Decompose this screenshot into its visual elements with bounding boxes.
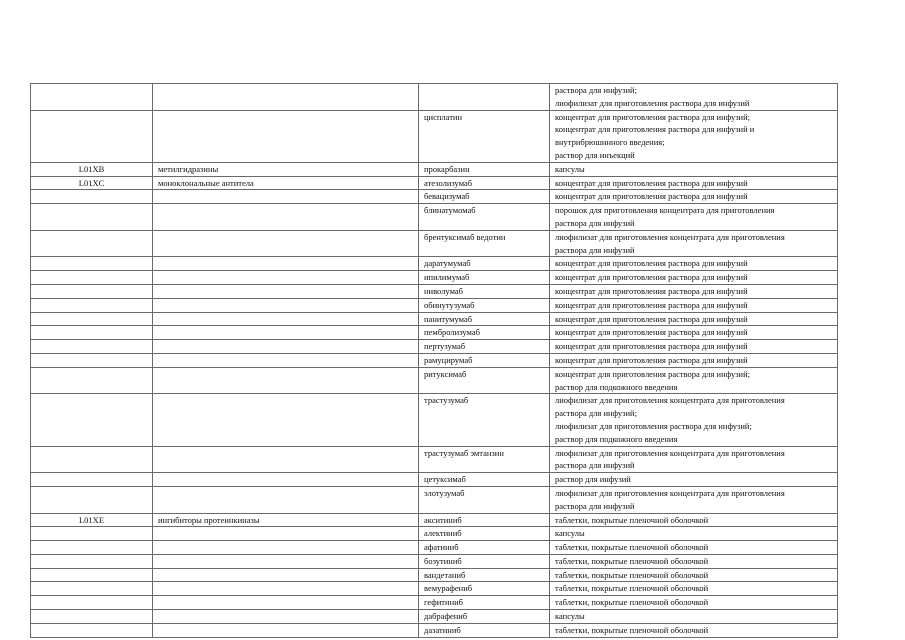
drug-name-cell: панитумумаб — [419, 312, 550, 326]
drug-name-cell: бевацизумаб — [419, 190, 550, 204]
group-name-cell — [153, 446, 419, 473]
table-row — [31, 486, 838, 513]
atc-code-cell — [31, 610, 153, 624]
dosage-forms-cell — [550, 623, 838, 637]
dosage-forms-cell — [550, 84, 838, 111]
drug-name-cell: пертузумаб — [419, 340, 550, 354]
drug-name-cell: акситиниб — [419, 513, 550, 527]
group-name-cell — [153, 84, 419, 111]
dosage-forms-cell — [550, 326, 838, 340]
dosage-forms-cell — [550, 284, 838, 298]
dosage-form-line: концентрат для приготовления раствора для инфузий — [555, 272, 748, 283]
atc-code-cell — [31, 271, 153, 285]
group-name-cell — [153, 554, 419, 568]
drug-name-cell: блинатумомаб — [419, 204, 550, 231]
drug-name-cell: вандетаниб — [419, 568, 550, 582]
dosage-form-line: внутрибрюшинного введения; — [555, 137, 665, 148]
dosage-forms-cell — [550, 204, 838, 231]
table-row — [31, 446, 838, 473]
group-name-cell — [153, 284, 419, 298]
table-row — [31, 623, 838, 637]
atc-code-cell — [31, 190, 153, 204]
drug-table — [30, 83, 838, 638]
drug-name-cell: дазатиниб — [419, 623, 550, 637]
table-body — [31, 84, 838, 638]
dosage-form-line: лиофилизат для приготовления раствора для инфузий — [555, 97, 750, 108]
atc-code-cell — [31, 486, 153, 513]
dosage-forms-cell — [550, 298, 838, 312]
group-name-cell — [153, 367, 419, 394]
dosage-forms-cell — [550, 568, 838, 582]
group-name-cell — [153, 326, 419, 340]
table-row — [31, 568, 838, 582]
atc-code-cell: L01XE — [31, 513, 153, 527]
group-name-cell — [153, 473, 419, 487]
atc-code-cell — [31, 367, 153, 394]
table-row — [31, 204, 838, 231]
group-name-cell — [153, 230, 419, 257]
dosage-form-line: концентрат для приготовления раствора для инфузий — [555, 313, 748, 324]
atc-code-cell — [31, 473, 153, 487]
dosage-forms-cell — [550, 513, 838, 527]
atc-code-cell — [31, 582, 153, 596]
atc-code-cell — [31, 204, 153, 231]
group-name-cell — [153, 340, 419, 354]
dosage-form-line: лиофилизат для приготовления концентрата для приготовления — [555, 231, 785, 242]
atc-code-cell — [31, 568, 153, 582]
table-row — [31, 554, 838, 568]
table-row — [31, 340, 838, 354]
dosage-forms-cell — [550, 554, 838, 568]
table-row — [31, 326, 838, 340]
drug-name-cell: ипилимумаб — [419, 271, 550, 285]
atc-code-cell — [31, 230, 153, 257]
dosage-forms-cell — [550, 367, 838, 394]
group-name-cell — [153, 298, 419, 312]
table-row — [31, 353, 838, 367]
dosage-form-line: концентрат для приготовления раствора для инфузий — [555, 191, 748, 202]
dosage-forms-cell — [550, 486, 838, 513]
dosage-forms-cell — [550, 353, 838, 367]
group-name-cell — [153, 568, 419, 582]
dosage-forms-cell — [550, 394, 838, 446]
table-row — [31, 298, 838, 312]
table-row — [31, 367, 838, 394]
atc-code-cell — [31, 554, 153, 568]
atc-code-cell — [31, 527, 153, 541]
dosage-forms-cell — [550, 582, 838, 596]
atc-code-cell — [31, 84, 153, 111]
atc-code-cell — [31, 326, 153, 340]
dosage-forms-cell — [550, 541, 838, 555]
dosage-form-line: раствора для инфузий — [555, 244, 635, 255]
atc-code-cell — [31, 394, 153, 446]
table-row — [31, 84, 838, 111]
group-name-cell — [153, 596, 419, 610]
atc-code-cell — [31, 353, 153, 367]
group-name-cell — [153, 582, 419, 596]
dosage-form-line: раствор для инфузий — [555, 474, 631, 485]
drug-name-cell: брентуксимаб ведотин — [419, 230, 550, 257]
dosage-forms-cell — [550, 527, 838, 541]
dosage-form-line: концентрат для приготовления раствора для инфузий; — [555, 368, 751, 379]
drug-name-cell: вемурафениб — [419, 582, 550, 596]
dosage-form-line: концентрат для приготовления раствора для инфузий — [555, 258, 748, 269]
atc-code-cell — [31, 298, 153, 312]
drug-name-cell: алектиниб — [419, 527, 550, 541]
table-row — [31, 610, 838, 624]
table-row — [31, 541, 838, 555]
dosage-form-line: таблетки, покрытые пленочной оболочкой — [555, 597, 709, 608]
dosage-form-line: раствор для подкожного введения — [555, 381, 678, 392]
dosage-forms-cell — [550, 176, 838, 190]
table-row — [31, 271, 838, 285]
dosage-form-line: концентрат для приготовления раствора для инфузий; — [555, 111, 751, 122]
drug-name-cell: цетуксимаб — [419, 473, 550, 487]
dosage-forms-cell — [550, 610, 838, 624]
group-name-cell: ингибиторы протеинкиназы — [153, 513, 419, 527]
group-name-cell — [153, 190, 419, 204]
dosage-form-line: раствора для инфузий; — [555, 408, 637, 419]
atc-code-cell — [31, 340, 153, 354]
drug-name-cell: афатиниб — [419, 541, 550, 555]
dosage-forms-cell — [550, 257, 838, 271]
atc-code-cell — [31, 541, 153, 555]
dosage-form-line: концентрат для приготовления раствора для инфузий — [555, 177, 748, 188]
drug-name-cell: даратумумаб — [419, 257, 550, 271]
table-row — [31, 394, 838, 446]
dosage-form-line: раствора для инфузий — [555, 217, 635, 228]
dosage-form-line: таблетки, покрытые пленочной оболочкой — [555, 514, 709, 525]
atc-code-cell — [31, 110, 153, 162]
dosage-forms-cell — [550, 190, 838, 204]
atc-code-cell — [31, 257, 153, 271]
dosage-form-line: порошок для приготовления концентрата для приготовления — [555, 205, 775, 216]
atc-code-cell — [31, 284, 153, 298]
dosage-forms-cell — [550, 271, 838, 285]
dosage-form-line: концентрат для приготовления раствора для инфузий — [555, 299, 748, 310]
group-name-cell — [153, 110, 419, 162]
table-row — [31, 473, 838, 487]
group-name-cell — [153, 353, 419, 367]
dosage-form-line: раствора для инфузий — [555, 500, 635, 511]
drug-name-cell: прокарбазин — [419, 162, 550, 176]
atc-code-cell — [31, 446, 153, 473]
dosage-form-line: лиофилизат для приготовления концентрата для приготовления — [555, 487, 785, 498]
dosage-form-line: лиофилизат для приготовления концентрата для приготовления — [555, 447, 785, 458]
dosage-forms-cell — [550, 473, 838, 487]
dosage-forms-cell — [550, 312, 838, 326]
table-row — [31, 596, 838, 610]
drug-name-cell: ниволумаб — [419, 284, 550, 298]
group-name-cell: моноклональные антитела — [153, 176, 419, 190]
dosage-form-line: таблетки, покрытые пленочной оболочкой — [555, 542, 709, 553]
group-name-cell — [153, 486, 419, 513]
group-name-cell — [153, 257, 419, 271]
group-name-cell — [153, 623, 419, 637]
dosage-form-line: лиофилизат для приготовления концентрата для приготовления — [555, 395, 785, 406]
drug-name-cell: дабрафениб — [419, 610, 550, 624]
atc-code-cell — [31, 312, 153, 326]
atc-code-cell: L01XC — [31, 176, 153, 190]
dosage-form-line: таблетки, покрытые пленочной оболочкой — [555, 569, 709, 580]
dosage-forms-cell — [550, 340, 838, 354]
drug-name-cell: ритуксимаб — [419, 367, 550, 394]
table-row — [31, 257, 838, 271]
table-row — [31, 176, 838, 190]
drug-name-cell: цисплатин — [419, 110, 550, 162]
drug-name-cell — [419, 84, 550, 111]
table-row — [31, 513, 838, 527]
group-name-cell — [153, 394, 419, 446]
dosage-form-line: капсулы — [555, 611, 585, 622]
table-row — [31, 110, 838, 162]
group-name-cell — [153, 204, 419, 231]
drug-name-cell: атезолизумаб — [419, 176, 550, 190]
table-row — [31, 312, 838, 326]
dosage-form-line: лиофилизат для приготовления раствора для инфузий; — [555, 420, 752, 431]
table-row — [31, 190, 838, 204]
group-name-cell — [153, 527, 419, 541]
dosage-form-line: раствора для инфузий; — [555, 85, 637, 95]
table-row — [31, 230, 838, 257]
drug-name-cell: пембролизумаб — [419, 326, 550, 340]
atc-code-cell — [31, 596, 153, 610]
dosage-form-line: раствор для подкожного введения — [555, 433, 678, 444]
drug-name-cell: трастузумаб — [419, 394, 550, 446]
dosage-form-line: концентрат для приготовления раствора для инфузий — [555, 285, 748, 296]
drug-name-cell: элотузумаб — [419, 486, 550, 513]
drug-name-cell: обинутузумаб — [419, 298, 550, 312]
dosage-form-line: концентрат для приготовления раствора для инфузий — [555, 341, 748, 352]
table-row — [31, 162, 838, 176]
dosage-forms-cell — [550, 162, 838, 176]
dosage-forms-cell — [550, 596, 838, 610]
dosage-form-line: капсулы — [555, 163, 585, 174]
dosage-forms-cell — [550, 446, 838, 473]
atc-code-cell — [31, 623, 153, 637]
drug-name-cell: гефитиниб — [419, 596, 550, 610]
group-name-cell: метилгидразины — [153, 162, 419, 176]
group-name-cell — [153, 312, 419, 326]
dosage-forms-cell — [550, 110, 838, 162]
atc-code-cell: L01XB — [31, 162, 153, 176]
dosage-form-line: концентрат для приготовления раствора для инфузий — [555, 327, 748, 338]
table-row — [31, 582, 838, 596]
group-name-cell — [153, 271, 419, 285]
table-row — [31, 284, 838, 298]
table-row — [31, 527, 838, 541]
dosage-forms-cell — [550, 230, 838, 257]
drug-name-cell: трастузумаб эмтанзин — [419, 446, 550, 473]
dosage-form-line: концентрат для приготовления раствора для инфузий и — [555, 124, 755, 135]
group-name-cell — [153, 610, 419, 624]
dosage-form-line: раствор для инъекций — [555, 149, 635, 160]
dosage-form-line: таблетки, покрытые пленочной оболочкой — [555, 624, 709, 635]
drug-name-cell: рамуцирумаб — [419, 353, 550, 367]
group-name-cell — [153, 541, 419, 555]
drug-name-cell: бозутиниб — [419, 554, 550, 568]
dosage-form-line: раствора для инфузий — [555, 460, 635, 471]
dosage-form-line: таблетки, покрытые пленочной оболочкой — [555, 555, 709, 566]
dosage-form-line: капсулы — [555, 528, 585, 539]
dosage-form-line: таблетки, покрытые пленочной оболочкой — [555, 583, 709, 594]
dosage-form-line: концентрат для приготовления раствора для инфузий — [555, 354, 748, 365]
